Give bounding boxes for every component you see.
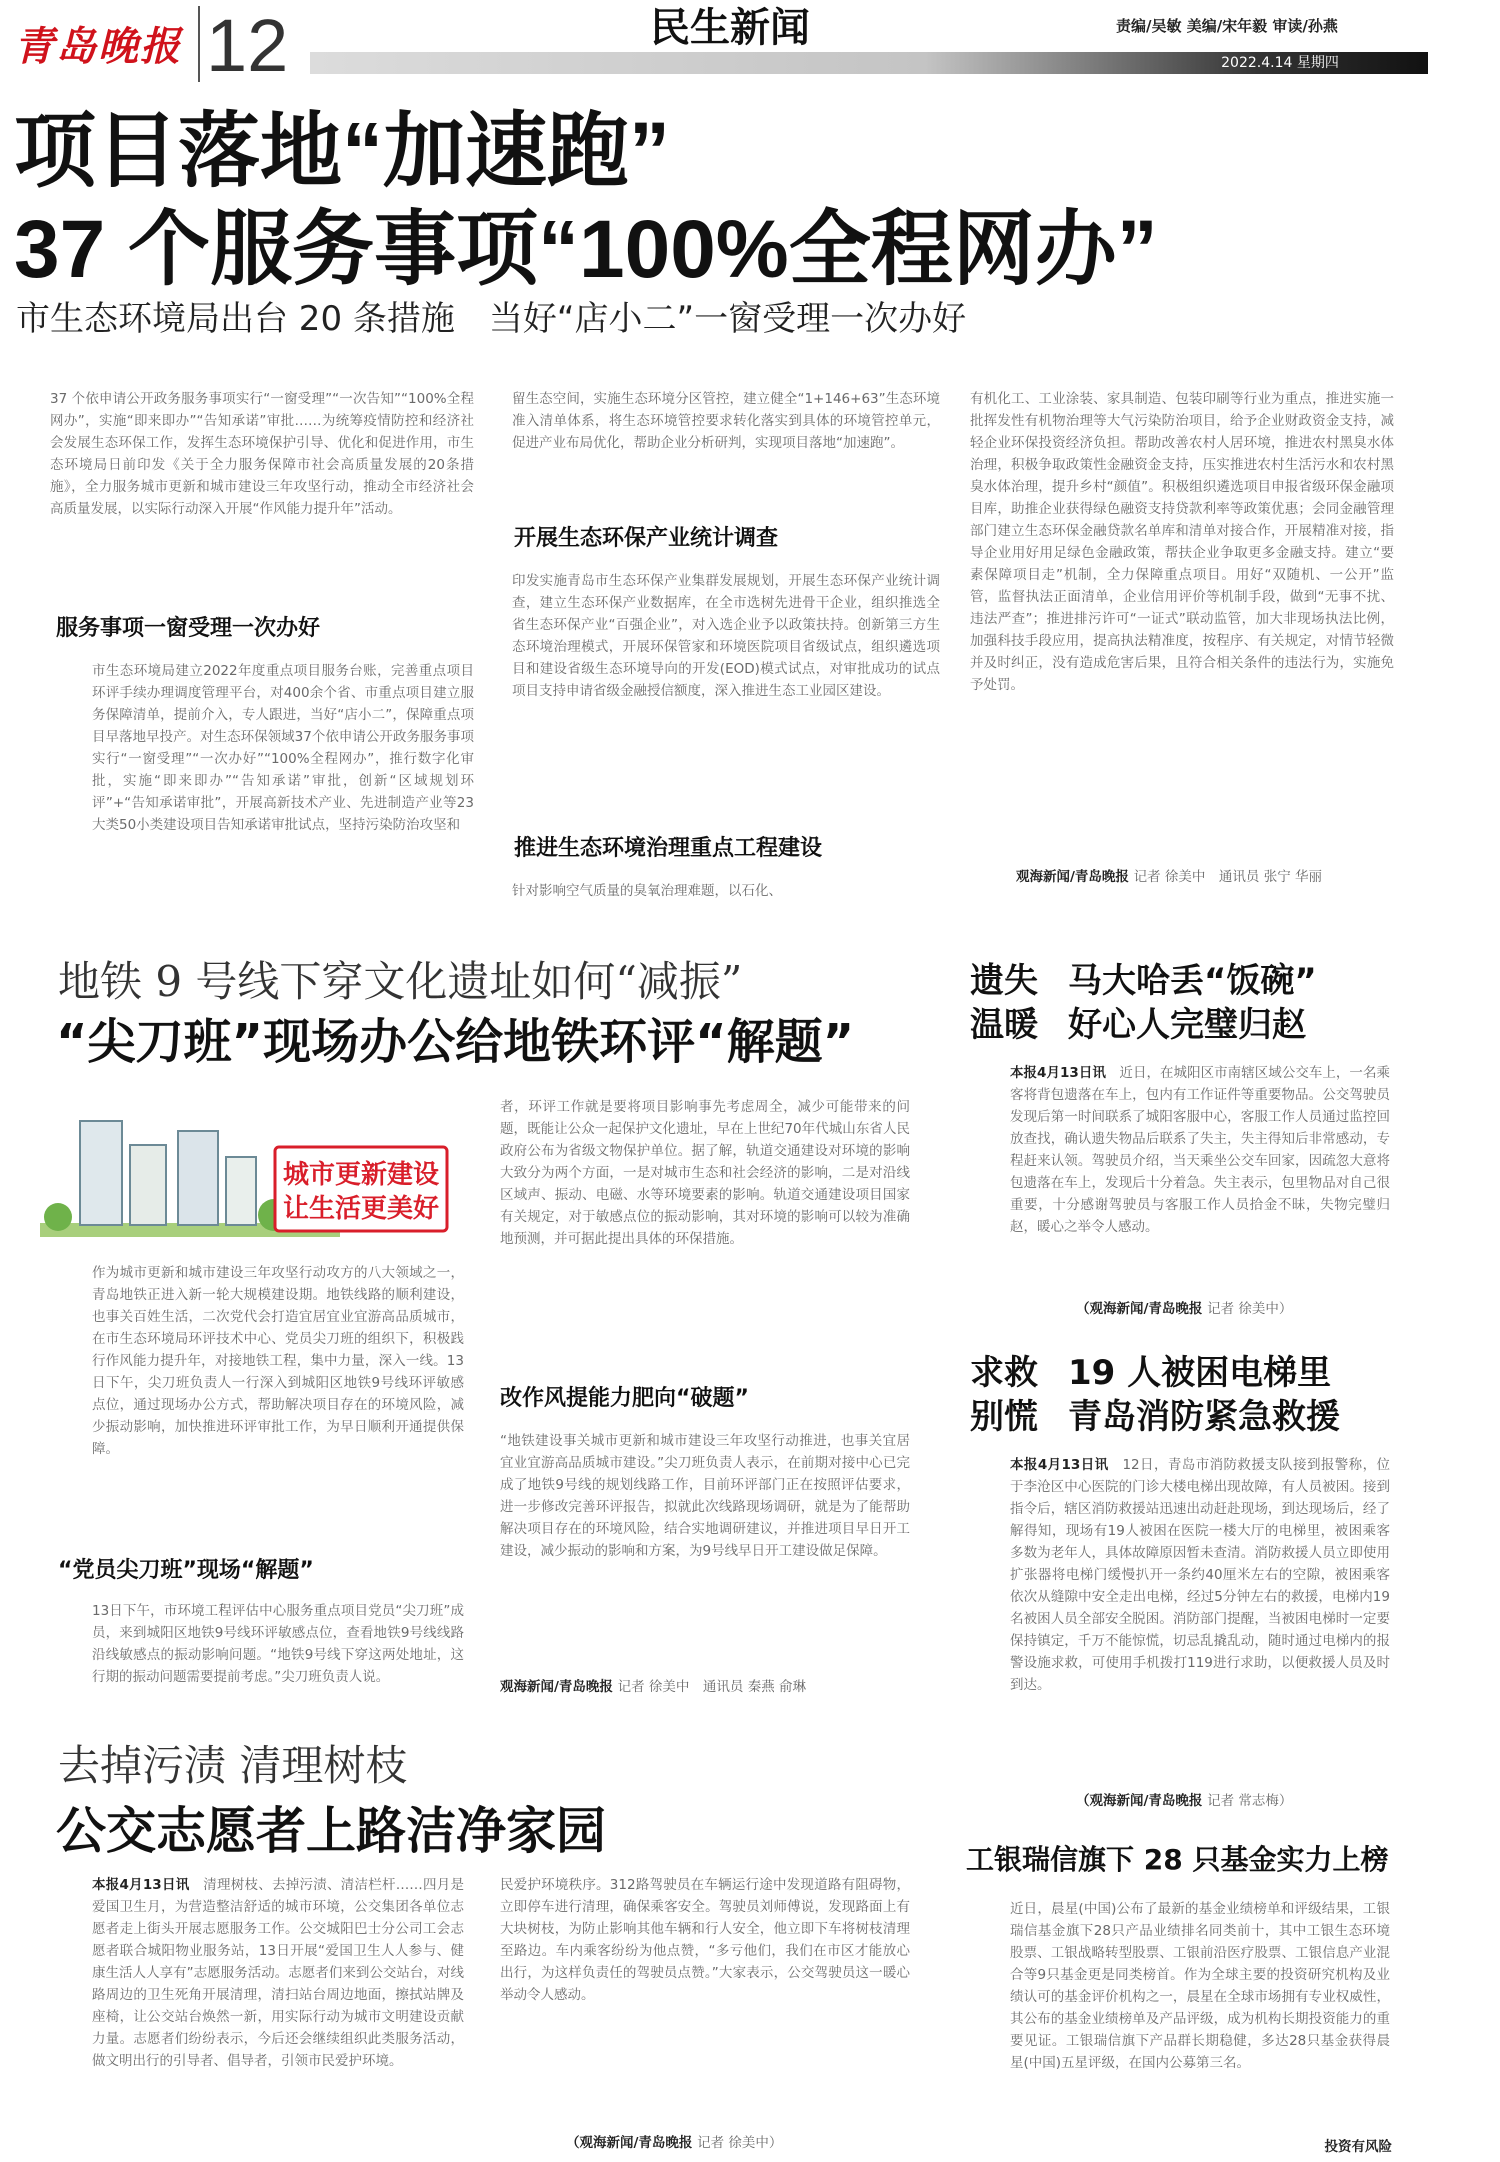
volunteer-col1-body: 清理树枝、去掉污渍、清洁栏杆……四月是爱国卫生月，为营造整洁舒适的城市环境，公交集团各单位志愿者走上街头开展志愿服务工作。公交城阳巴士分公司工会志愿者联合城阳物业服务站，13日开展“爱国卫生人人参与、健康生活人人享有”志愿服务活动。志愿者们来到公交站台，对线路周边的卫生死角开展清理，清扫站台周边地面，擦拭站牌及座椅，让公交站台焕然一新，用实际行动为城市文明建设贡献力量。志愿者们纷纷表示，今后还会继续组织此类服务活动，做文明出行的引导者、倡导者，引领市民爱护环境。 <box>92 1877 464 2069</box>
rescue-text <box>1010 1454 1390 1800</box>
rescue-byline-source: （观海新闻/青岛晚报 <box>1076 1793 1203 1809</box>
lead-byline-source: 观海新闻/青岛晚报 <box>1016 869 1129 885</box>
rescue-tag-2: 别慌 <box>970 1397 1038 1437</box>
lost-tag-2: 温暖 <box>970 1005 1038 1045</box>
volunteer-byline-source: （观海新闻/青岛晚报 <box>566 2135 693 2151</box>
fund-text: 近日，晨星(中国)公布了最新的基金业绩榜单和评级结果，工银瑞信基金旗下28只产品业绩排名同类前十，其中工银生态环境股票、工银战略转型股票、工银前沿医疗股票、工银信息产业混合等9只基金更是同类榜首。作为全球主要的投资研究机构及业绩认可的基金评价机构之一，晨星在全球市场拥有专业权威性，其公布的基金业绩榜单及产品评级，成为机构长期投资能力的重要见证。工银瑞信旗下产品群长期稳健，多达28只基金获得晨星(中国)五星评级，在国内公募第三名。 <box>1010 1901 1390 2071</box>
city-renewal-illustration <box>30 1105 460 1245</box>
lead-section-title-3: 推进生态环境治理重点工程建设 <box>514 836 823 861</box>
metro-pre-headline: 地铁 9 号线下穿文化遗址如何“减振” <box>58 957 743 1006</box>
lead-headline-line1: 项目落地“加速跑” <box>14 106 671 197</box>
volunteer-byline <box>566 2132 910 2154</box>
illus-tower-4 <box>226 1157 256 1225</box>
section-title: 民生新闻 <box>650 5 810 51</box>
issue-date: 2022.4.14 星期四 <box>1221 55 1339 71</box>
lost-headline-1: 马大哈丢“饭碗” <box>1068 961 1317 1001</box>
masthead-divider <box>198 6 200 82</box>
volunteer-col1-text <box>92 1874 464 2154</box>
metro-subhead-1: “党员尖刀班”现场“解题” <box>58 1558 314 1583</box>
volunteer-col2-text: 民爱护环境秩序。312路驾驶员在车辆运行途中发现道路有阻碍物，立即停车进行清理，确保乘客安全。驾驶员刘师傅说，发现路面上有大块树枝，为防止影响其他车辆和行人安全，他立即下车将树枝清理至路边。车内乘客纷纷为他点赞，“多亏他们，我们在市区才能放心出行，为这样负责任的驾驶员点赞。”大家表示，公交驾驶员这一暖心举动令人感动。 <box>500 1877 910 2003</box>
metro-headline: “尖刀班”现场办公给地铁环评“解题” <box>56 1014 855 1070</box>
lost-tag-1: 遗失 <box>970 961 1038 1001</box>
metro-byline-source: 观海新闻/青岛晚报 <box>500 1679 613 1695</box>
lost-text <box>1010 1062 1390 1296</box>
lost-lead-in: 本报4月13日讯 <box>1010 1065 1106 1081</box>
metro-sub1-text: 13日下午，市环境工程评估中心服务重点项目党员“尖刀班”成员，来到城阳区地铁9号线环评敏感点位，查看地铁9号线线路沿线敏感点的振动影响问题。“地铁9号线下穿这两处地址，这行期的振动问题需要提前考虑。”尖刀班负责人说。 <box>92 1603 464 1685</box>
fund-headline: 工银瑞信旗下 28 只基金实力上榜 <box>966 1843 1389 1876</box>
lead-col2-text: 留生态空间，实施生态环境分区管控，建立健全“1+146+63”生态环境准入清单体系，将生态环境管控要求转化落实到具体的环境管控单元，促进产业布局优化，帮助企业分析研判，实现项目落地“加速跑”。 <box>512 391 940 451</box>
metro-byline <box>500 1676 910 1720</box>
volunteer-byline-reporters: 记者 徐美中） <box>697 2135 783 2151</box>
lead-col3-text: 有机化工、工业涂装、家具制造、包装印刷等行业为重点，推进实施一批挥发性有机物治理等大气污染防治项目，给予企业财政资金支持，减轻企业环保投资经济负担。帮助改善农村人居环境，推进农村黑臭水体治理，积极争取政策性金融资金支持，压实推进农村生活污水和农村黑臭水体治理，提升乡村“颜值”。积极组织遴选项目申报省级环保金融项目库，助推企业获得绿色融资支持贷款利率等政策优惠；会同金融管理部门建立生态环保金融贷款名单库和清单对接合作，开展精准对接，指导企业用好用足绿色金融政策，帮扶企业争取更多金融支持。建立“要素保障项目走”机制，全力保障重点项目。用好“双随机、一公开”监管，监督执法正面清单，企业信用评价等机制手段，做到“无事不扰、违法严查”；推进排污许可“一证式”联动监管，加大非现场执法比例，加强科技手段应用，提高执法精准度，按程序、有关规定，对情节轻微并及时纠正，没有造成危害后果，且符合相关条件的违法行为，实施免予处罚。 <box>970 391 1394 693</box>
fund-disclaimer: 投资有风险 <box>1324 2139 1392 2155</box>
metro-sub2-text: “地铁建设事关城市更新和城市建设三年攻坚行动推进，也事关宜居宜业宜游高品质城市建设。”尖刀班负责人表示，在前期对接中心已完成了地铁9号线的规划线路工作，目前环评部门正在按照评估要求，进一步修改完善环评报告，拟就此次线路现场调研，就是为了能帮助解决项目存在的环境风险，结合实地调研建议，并推进项目早日开工建设，减少振动的影响和方案，为9号线早日开工建设做足保障。 <box>500 1433 910 1559</box>
volunteer-pre-headline: 去掉污渍 清理树枝 <box>58 1741 408 1790</box>
metro-col2-text: 者，环评工作就是要将项目影响事先考虑周全，减少可能带来的问题，既能让公众一起保护文化遗址，早在上世纪70年代城山东省人民政府公布为省级文物保护单位。据了解，轨道交通建设对环境的影响大致分为两个方面，一是对城市生态和社会经济的影响，二是对沿线区域声、振动、电磁、水等环境要素的影响。轨道交通建设项目国家有关规定，对于敏感点位的振动影响，其对环境的影响可以较为准确地预测，并可据此提出具体的环保措施。 <box>500 1099 910 1247</box>
editor-credits: 责编/吴敏 美编/宋年毅 审读/孙燕 <box>1116 17 1338 35</box>
rescue-tag-1: 求救 <box>970 1353 1038 1393</box>
lead-byline <box>1016 866 1394 910</box>
illus-tree-1 <box>44 1203 72 1231</box>
lost-byline-reporters: 记者 徐美中） <box>1207 1301 1293 1317</box>
metro-subhead-2: 改作风提能力肥向“破题” <box>500 1386 749 1411</box>
lost-headline-2: 好心人完璧归赵 <box>1068 1005 1306 1045</box>
page-number: 12 <box>206 4 289 87</box>
lost-byline <box>1076 1298 1392 1320</box>
rescue-headline-2: 青岛消防紧急救援 <box>1068 1397 1340 1437</box>
rescue-byline-reporters: 记者 常志梅） <box>1207 1793 1293 1809</box>
rescue-byline <box>1076 1790 1392 1812</box>
lead-section-text-3: 针对影响空气质量的臭氧治理难题，以石化、 <box>512 883 782 899</box>
illus-tower-2 <box>130 1145 166 1225</box>
lead-subheadline: 市生态环境局出台 20 条措施 当好“店小二”一窗受理一次办好 <box>16 299 967 339</box>
metro-byline-reporters: 记者 徐美中 通讯员 秦燕 俞琳 <box>617 1679 807 1695</box>
rescue-body: 12日，青岛市消防救援支队接到报警称，位于李沧区中心医院的门诊大楼电梯出现故障，有人员被困。接到指令后，辖区消防救援站迅速出动赶赴现场，到达现场后，经了解得知，现场有19人被困在医院一楼大厅的电梯里，被困乘客多数为老年人，具体故障原因暂未查清。消防救援人员立即使用扩张器将电梯门缓慢扒开一条约40厘米左右的空隙，被困乘客依次从缝隙中安全走出电梯，经过5分钟左右的救援，电梯内19名被困人员全部安全脱困。消防部门提醒，当被困电梯时一定要保持镇定，千万不能惊慌，切忌乱撬乱动，随时通过电梯内的报警设施求救，可使用手机拨打119进行求助，以便救援人员及时到达。 <box>1010 1457 1390 1693</box>
rescue-lead-in: 本报4月13日讯 <box>1010 1457 1109 1473</box>
lead-byline-reporters: 记者 徐美中 通讯员 张宁 华丽 <box>1133 869 1323 885</box>
metro-col1-text: 作为城市更新和城市建设三年攻坚行动攻方的八大领域之一，青岛地铁正进入新一轮大规模建设期。地铁线路的顺利建设，也事关百姓生活，二次党代会打造宜居宜业宜游高品质城市，在市生态环境局环评技术中心、党员尖刀班的组织下，积极践行作风能力提升年，对接地铁工程，集中力量，深入一线。13日下午，尖刀班负责人一行深入到城阳区地铁9号线环评敏感点位，通过现场办公方式，帮助解决项目存在的环境风险，减少振动影响，加快推进环评审批工作，为早日顺利开通提供保障。 <box>92 1265 464 1457</box>
rescue-headline-1: 19 人被困电梯里 <box>1068 1353 1332 1393</box>
lead-intro-text: 37 个依申请公开政务服务事项实行“一窗受理”“一次告知”“100%全程网办”，实施“即来即办”“告知承诺”审批……为统筹疫情防控和经济社会发展生态环保工作，发挥生态环境保护引导、优化和促进作用，市生态环境局日前印发《关于全力服务保障市社会高质量发展的20条措施》，全力服务城市更新和城市建设三年攻坚行动，推动全市经济社会高质量发展，以实际行动深入开展“作风能力提升年”活动。 <box>50 391 474 517</box>
illus-tower-3 <box>178 1131 218 1225</box>
lost-body: 近日，在城阳区市南辖区域公交车上，一名乘客将背包遗落在车上，包内有工作证件等重要物品。公交驾驶员发现后第一时间联系了城阳客服中心，客服工作人员通过监控回放查找，确认遗失物品后联系了失主，失主得知后非常感动，专程赶来认领。驾驶员介绍，当天乘坐公交车回家，因疏忽大意将包遗落在车上，发现后十分着急。失主表示，包里物品对自己很重要，十分感谢驾驶员与客服工作人员拾金不昧，失物完璧归赵，暖心之举令人感动。 <box>1010 1065 1390 1235</box>
lead-section-title-1: 服务事项一窗受理一次办好 <box>56 616 321 641</box>
newspaper-logo: 青岛晚报 <box>14 23 182 70</box>
illus-slogan-line2: 让生活更美好 <box>282 1194 440 1224</box>
volunteer-lead-in: 本报4月13日讯 <box>92 1877 190 1893</box>
lead-section-text-1: 市生态环境局建立2022年度重点项目服务台账，完善重点项目环评手续办理调度管理平台，对400余个省、市重点项目建立服务保障清单，提前介入，专人跟进，当好“店小二”，保障重点项目早落地早投产。对生态环保领域37个依申请公开政务服务事项实行“一窗受理”“一次办好”“100%全程网办”，推行数字化审批，实施“即来即办”“告知承诺”审批，创新“区域规划环评”+“告知承诺审批”，开展高新技术产业、先进制造产业等23大类50小类建设项目告知承诺审批试点，坚持污染防治攻坚和 <box>92 663 474 833</box>
illus-slogan-line1: 城市更新建设 <box>282 1160 440 1190</box>
lost-byline-source: （观海新闻/青岛晚报 <box>1076 1301 1203 1317</box>
lead-headline-line2: 37 个服务事项“100%全程网办” <box>14 204 1158 295</box>
lead-section-title-2: 开展生态环保产业统计调查 <box>514 526 779 551</box>
volunteer-headline: 公交志愿者上路洁净家园 <box>56 1802 606 1860</box>
lead-section-text-2: 印发实施青岛市生态环保产业集群发展规划，开展生态环保产业统计调查，建立生态环保产业数据库，在全市选树先进骨干企业，组织推选全省生态环保产业“百强企业”，对入选企业予以政策扶持。创新第三方生态环境治理模式，开展环保管家和环境医院项目省级试点，组织遴选项目和建设省级生态环境导向的开发(EOD)模式试点，对审批成功的试点项目支持申请省级金融授信额度，深入推进生态工业园区建设。 <box>512 573 940 699</box>
illus-tower-1 <box>80 1121 122 1225</box>
